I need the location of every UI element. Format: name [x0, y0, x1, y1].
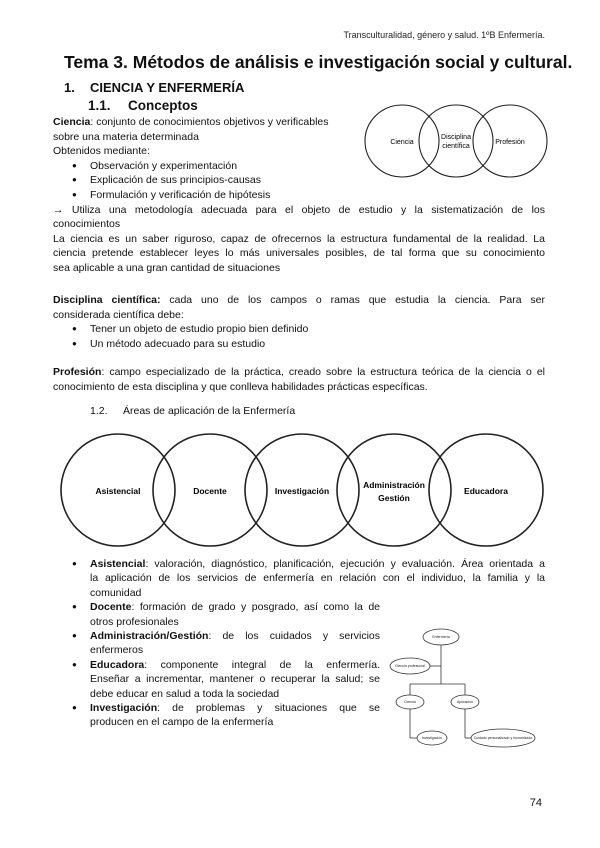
tree-label-mid: Ciencia profesional — [395, 664, 425, 668]
disciplina-def-1: cada uno de los campos o ramas que estudia la ciencia. Para ser — [160, 294, 545, 306]
arrow-line-2: conocimientos — [53, 218, 121, 231]
venn-label-cientifica: científica — [442, 143, 470, 150]
list-item: ● Explicación de sus principios-causas — [53, 173, 545, 188]
area-label-administracion: Administración — [363, 480, 425, 490]
profesion-line-1 — [53, 365, 545, 380]
area-text: comunidad — [90, 586, 142, 599]
area-term: Administración/Gestión — [90, 630, 209, 643]
profesion-block — [53, 365, 545, 394]
venn-label-profesion: Profesión — [495, 139, 525, 146]
area-item-administracion — [53, 629, 380, 658]
para-line-3: sea aplicable a una gran cantidad de situaciones — [53, 261, 281, 274]
area-text: : de los cuidados y servicios — [208, 630, 380, 643]
nursing-tree-diagram — [388, 626, 538, 760]
list-item: ● Un método adecuado para su estudio — [53, 337, 545, 352]
profesion-line-2: conocimiento de esta disciplina y que conlleva habilidades prácticas específicas. — [53, 380, 428, 393]
area-text: : formación de grado y posgrado, así como la de — [131, 601, 380, 614]
area-text: enfermeros — [90, 644, 144, 657]
tree-label-bottom-left: Investigación — [421, 736, 443, 740]
area-term: Investigación — [90, 702, 158, 715]
area-text: Enseñar a incrementar, mantener o recuperar la salud; se — [90, 673, 380, 686]
obtained-label: Obtenidos mediante: — [53, 145, 150, 158]
running-header: Transculturalidad, género y salud. 1ºB Enfermería. — [343, 30, 545, 40]
list-item: ● Tener un objeto de estudio propio bien definido — [53, 322, 545, 337]
disciplina-term: Disciplina científica: — [53, 294, 161, 306]
area-text: debe educar en salud a toda la sociedad — [90, 687, 280, 700]
list-item: ● Formulación y verificación de hipótesis — [53, 188, 545, 203]
area-text: producen en el campo de la enfermería — [90, 716, 274, 729]
section-number: 1. — [64, 80, 75, 95]
tree-label-right: Aplicación — [457, 700, 473, 704]
area-label-docente: Docente — [193, 486, 227, 496]
area-term: Docente — [90, 601, 132, 614]
profesion-def-1: : campo especializado de la práctica, creado sobre la estructura teórica de la ciencia o el — [101, 366, 545, 378]
disciplina-line-2: considerada científica debe: — [53, 308, 184, 321]
venn-label-disciplina: Disciplina — [441, 134, 471, 141]
area-label-educadora: Educadora — [464, 486, 508, 496]
subsection-heading-1-1 — [88, 98, 198, 113]
tree-label-left: Ciencia — [404, 700, 416, 704]
area-text: : de problemas y situaciones que se — [157, 702, 380, 715]
subsection-number: 1.1. — [88, 98, 111, 113]
section-label: CIENCIA Y ENFERMERÍA — [90, 80, 245, 95]
subsection-number: 1.2. — [90, 405, 108, 417]
subsection-label: Áreas de aplicación de la Enfermería — [123, 405, 296, 417]
subsection-label: Conceptos — [128, 98, 198, 113]
area-label-asistencial: Asistencial — [95, 486, 141, 496]
venn-diagram-concepts — [362, 100, 550, 184]
tree-label-root: Enfermería — [432, 635, 450, 639]
area-text: la aplicación de los servicios de enfermería en relación con el individuo, la familia y la — [90, 572, 545, 585]
area-text: otros profesionales — [90, 615, 179, 628]
list-item: ● Observación y experimentación — [53, 159, 545, 174]
area-term: Educadora — [90, 658, 145, 671]
venn-circle — [419, 105, 493, 177]
ciencia-term: Ciencia — [53, 116, 91, 128]
disciplina-line-1 — [53, 293, 545, 308]
area-item-investigacion — [53, 701, 380, 730]
tree-label-bottom-right: Cuidado personalizado y humanizado — [473, 736, 533, 740]
page-title: Tema 3. Métodos de análisis e investigación social y cultural. — [64, 52, 573, 72]
area-label-investigacion: Investigación — [274, 486, 330, 496]
area-text: : valoración, diagnóstico, planificación, ejecución y evaluación. Área orientada a — [145, 558, 545, 570]
area-term: Asistencial — [90, 558, 146, 570]
venn-label-ciencia: Ciencia — [390, 139, 414, 146]
disciplina-list — [53, 322, 545, 351]
area-label-gestion: Gestión — [378, 493, 410, 503]
ciencia-line-2: sobre una materia determinada — [53, 130, 199, 143]
profesion-term: Profesión — [53, 366, 102, 378]
para-line-1: La ciencia es un saber riguroso, capaz de ofrecernos la estructura fundamental de la realidad. La — [53, 232, 545, 245]
area-circle — [337, 434, 451, 546]
para-line-2: ciencia pretende establecer leyes lo más universales posibles, de tal forma que su conocimiento — [53, 247, 545, 260]
area-item-educadora — [53, 658, 380, 701]
page-number: 74 — [529, 797, 542, 809]
area-item-docente — [53, 600, 380, 629]
subsection-heading-1-2 — [90, 405, 295, 417]
area-text: : componente integral de la enfermería. — [144, 658, 380, 671]
ciencia-def-1: : conjunto de conocimientos objetivos y verificables — [90, 116, 329, 128]
area-item-asistencial — [53, 557, 545, 600]
section-heading-1 — [64, 80, 244, 95]
arrow-line-1: → Utiliza una metodología adecuada para el objeto de estudio y la sistematización de los — [53, 203, 545, 216]
areas-diagram — [58, 430, 548, 550]
disciplina-block — [53, 293, 545, 351]
